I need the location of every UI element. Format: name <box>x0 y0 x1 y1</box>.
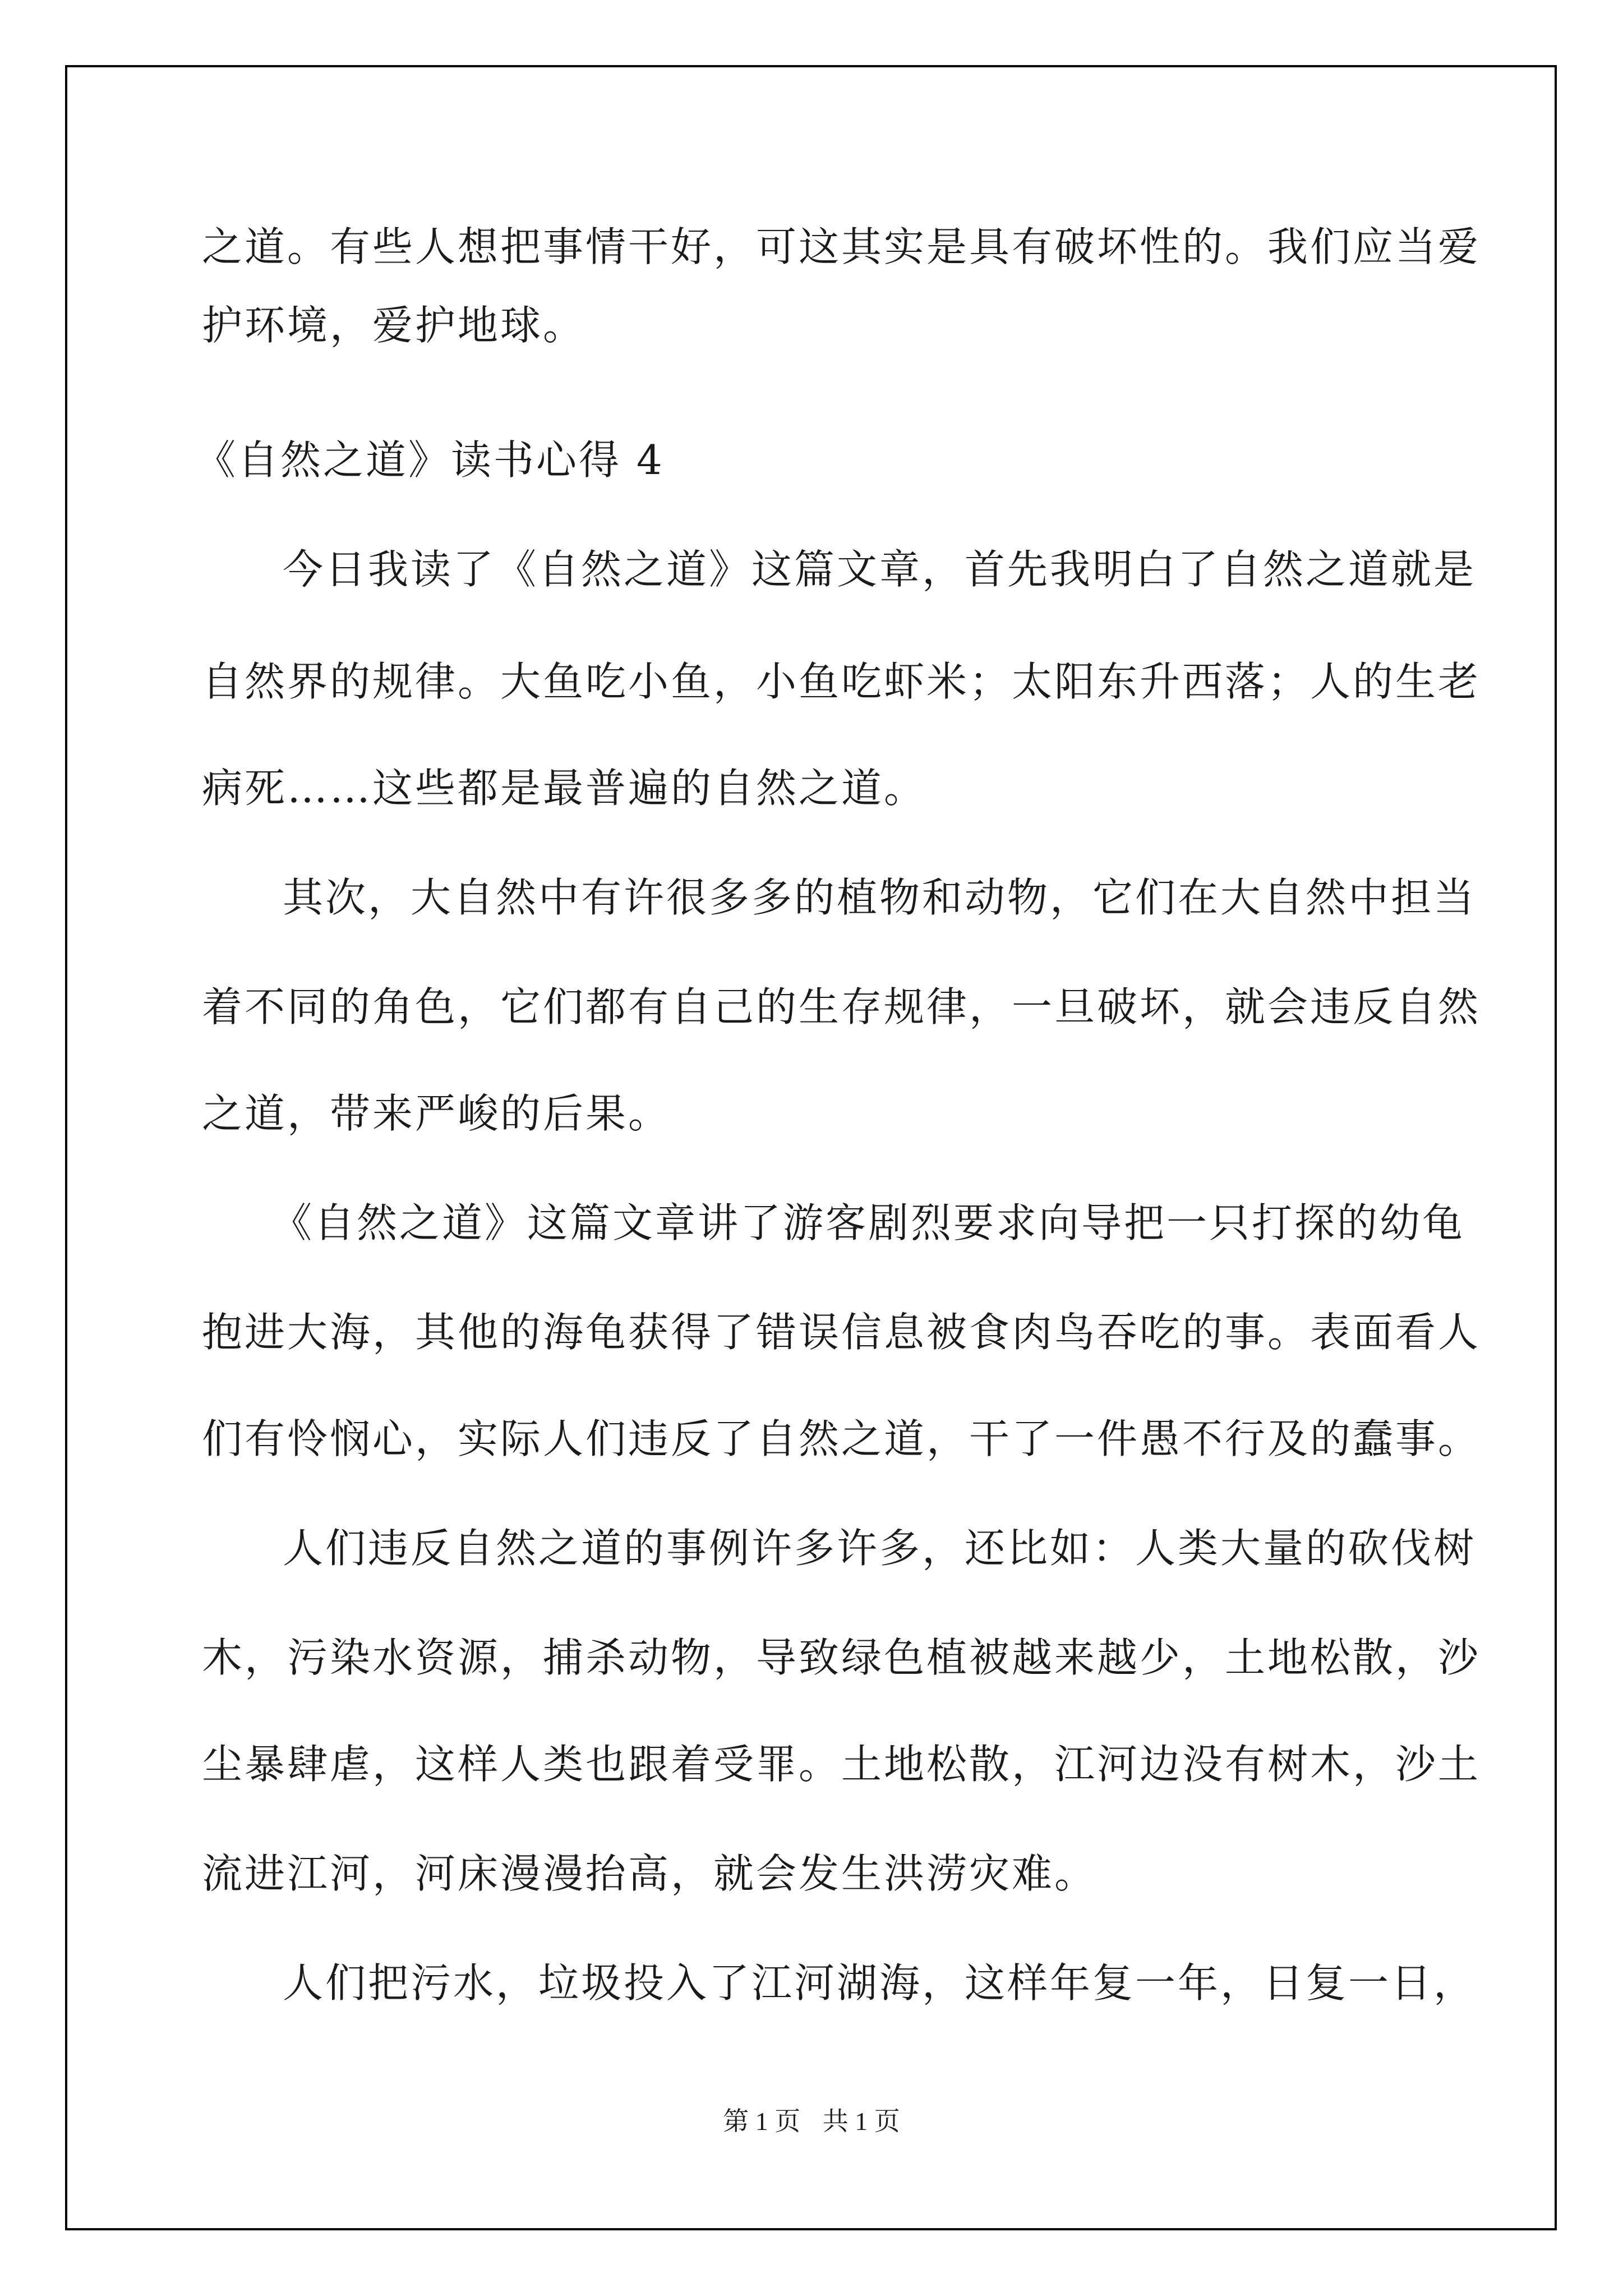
paragraph-line: 其次，大自然中有许很多多的植物和动物，它们在大自然中担当 <box>283 874 1477 921</box>
paragraph-line: 病死……这些都是最普遍的自然之道。 <box>202 765 927 812</box>
paragraph-line: 人们违反自然之道的事例许多许多，还比如：人类大量的砍伐树 <box>283 1525 1477 1572</box>
paragraph-line: 之道。有些人想把事情干好，可这其实是具有破坏性的。我们应当爱 <box>202 223 1481 270</box>
paragraph-line: 们有怜悯心，实际人们违反了自然之道，干了一件愚不行及的蠢事。 <box>202 1415 1481 1462</box>
page-number: 第 1 页 <box>723 2107 801 2136</box>
paragraph-line: 木，污染水资源，捕杀动物，导致绿色植被越来越少，土地松散，沙 <box>202 1634 1481 1681</box>
paragraph-line: 今日我读了《自然之道》这篇文章，首先我明白了自然之道就是 <box>283 546 1477 593</box>
paragraph-line: 流进江河，河床漫漫抬高，就会发生洪涝灾难。 <box>202 1850 1098 1897</box>
page-border <box>65 65 1557 2230</box>
paragraph-line: 着不同的角色，它们都有自己的生存规律，一旦破坏，就会违反自然 <box>202 983 1481 1030</box>
paragraph-line: 尘暴肆虐，这样人类也跟着受罪。土地松散，江河边没有树木，沙土 <box>202 1741 1481 1788</box>
section-heading: 《自然之道》读书心得 4 <box>195 436 665 484</box>
paragraph-line: 护环境，爱护地球。 <box>202 302 586 349</box>
paragraph-line: 人们把污水，垃圾投入了江河湖海，这样年复一年，日复一日， <box>283 1959 1477 2007</box>
page-footer <box>0 2105 1623 2138</box>
paragraph-line: 自然界的规律。大鱼吃小鱼，小鱼吃虾米；太阳东升西落；人的生老 <box>202 658 1481 705</box>
paragraph-line: 《自然之道》这篇文章讲了游客剧烈要求向导把一只打探的幼龟 <box>271 1199 1465 1246</box>
page-total: 共 1 页 <box>822 2107 900 2136</box>
paragraph-line: 抱进大海，其他的海龟获得了错误信息被食肉鸟吞吃的事。表面看人 <box>202 1309 1481 1356</box>
paragraph-line: 之道，带来严峻的后果。 <box>202 1090 671 1137</box>
